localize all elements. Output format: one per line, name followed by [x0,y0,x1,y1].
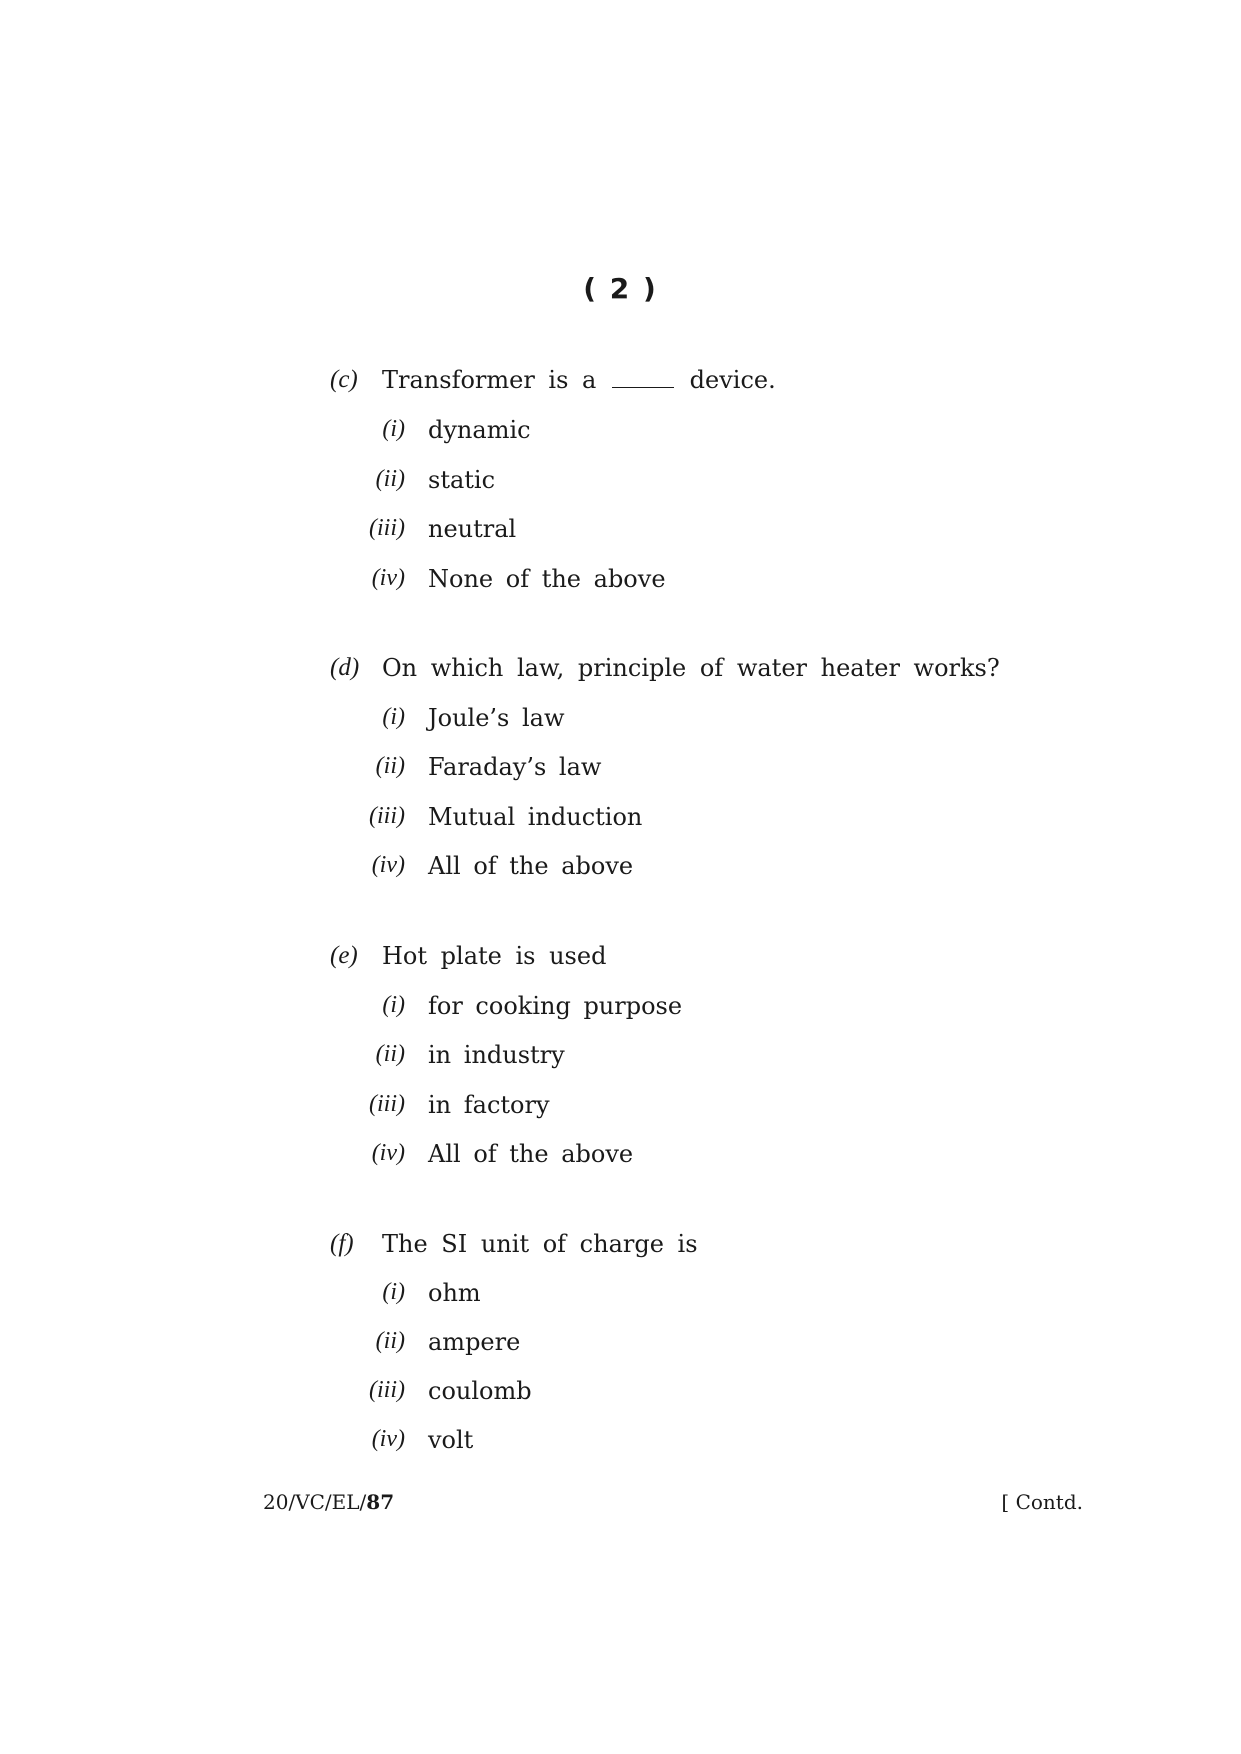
option-text: Joule’s law [428,704,565,732]
option-f-i [0,1279,1241,1309]
option-text: ampere [428,1328,521,1356]
option-label: (iv) [371,852,405,878]
paper-code-number: 87 [366,1490,395,1514]
option-e-iii [0,1091,1241,1121]
fill-in-blank [612,387,674,388]
option-text: Faraday’s law [428,753,602,781]
option-text: None of the above [428,565,666,593]
option-label: (iii) [369,1377,405,1403]
option-text: dynamic [428,416,531,444]
option-label: (ii) [375,1328,405,1354]
question-text: On which law, principle of water heater works? [382,654,1000,682]
question-label: (c) [330,366,358,393]
question-text [382,366,776,394]
option-label: (iv) [371,1426,405,1452]
option-label: (ii) [375,753,405,779]
option-label: (i) [382,704,405,730]
option-text: static [428,466,496,494]
option-d-iv [0,852,1241,882]
option-label: (iv) [371,565,405,591]
option-d-iii [0,803,1241,833]
paper-code-prefix: 20/VC/EL/ [263,1490,367,1514]
option-label: (iv) [371,1140,405,1166]
option-text: ohm [428,1279,481,1307]
question-text-after-blank: device. [689,366,776,394]
option-label: (iii) [369,515,405,541]
option-e-i [0,992,1241,1022]
option-e-ii [0,1041,1241,1071]
question-text: The SI unit of charge is [382,1230,698,1258]
option-text: in factory [428,1091,550,1119]
option-text: Mutual induction [428,803,643,831]
paper-code [263,1490,394,1514]
option-c-i [0,416,1241,446]
option-label: (ii) [375,1041,405,1067]
page-number: ( 2 ) [583,272,658,305]
option-label: (ii) [375,466,405,492]
option-text: in industry [428,1041,565,1069]
option-e-iv [0,1140,1241,1170]
option-text: neutral [428,515,517,543]
option-f-ii [0,1328,1241,1358]
question-text-before-blank: Transformer is a [382,366,597,394]
option-f-iii [0,1377,1241,1407]
option-d-i [0,704,1241,734]
question-label: (d) [330,654,360,681]
question-text: Hot plate is used [382,942,607,970]
option-label: (iii) [369,1091,405,1117]
option-text: coulomb [428,1377,532,1405]
option-label: (i) [382,1279,405,1305]
option-c-iv [0,565,1241,595]
option-label: (iii) [369,803,405,829]
continued-marker: [ Contd. [1001,1490,1083,1514]
question-label: (e) [330,942,358,969]
option-label: (i) [382,416,405,442]
option-f-iv [0,1426,1241,1456]
option-c-iii [0,515,1241,545]
option-d-ii [0,753,1241,783]
option-text: All of the above [428,1140,634,1168]
option-c-ii [0,466,1241,496]
question-label: (f) [330,1230,354,1257]
option-label: (i) [382,992,405,1018]
option-text: volt [428,1426,474,1454]
option-text: for cooking purpose [428,992,683,1020]
option-text: All of the above [428,852,634,880]
